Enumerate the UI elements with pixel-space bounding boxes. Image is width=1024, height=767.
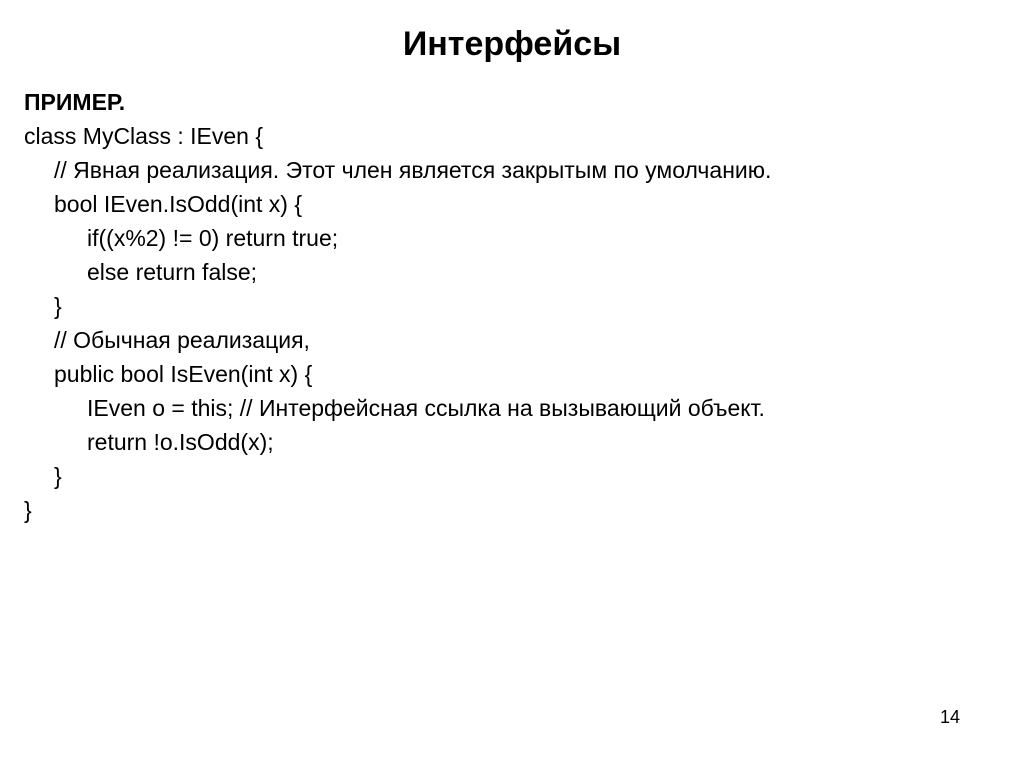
code-line: } <box>24 497 32 523</box>
code-line: else return false; <box>87 259 258 285</box>
code-line: if((x%2) != 0) return true; <box>87 225 339 251</box>
slide-title: Интерфейсы <box>402 25 622 63</box>
code-line: } <box>54 293 62 319</box>
code-example <box>24 85 1004 527</box>
code-line: bool IEven.IsOdd(int x) { <box>54 191 303 217</box>
code-line: // Обычная реализация, <box>54 327 310 353</box>
code-line: } <box>54 463 62 489</box>
page-number: 14 <box>939 707 961 727</box>
code-line: return !o.IsOdd(x); <box>87 429 274 455</box>
code-line: IEven o = this; // Интерфейсная ссылка на вызывающий объект. <box>87 395 765 421</box>
code-line: class MyClass : IEven { <box>24 123 264 149</box>
code-line: // Явная реализация. Этот член является закрытым по умолчанию. <box>54 157 772 183</box>
code-line: public bool IsEven(int x) { <box>54 361 313 387</box>
example-heading: ПРИМЕР. <box>24 89 126 115</box>
